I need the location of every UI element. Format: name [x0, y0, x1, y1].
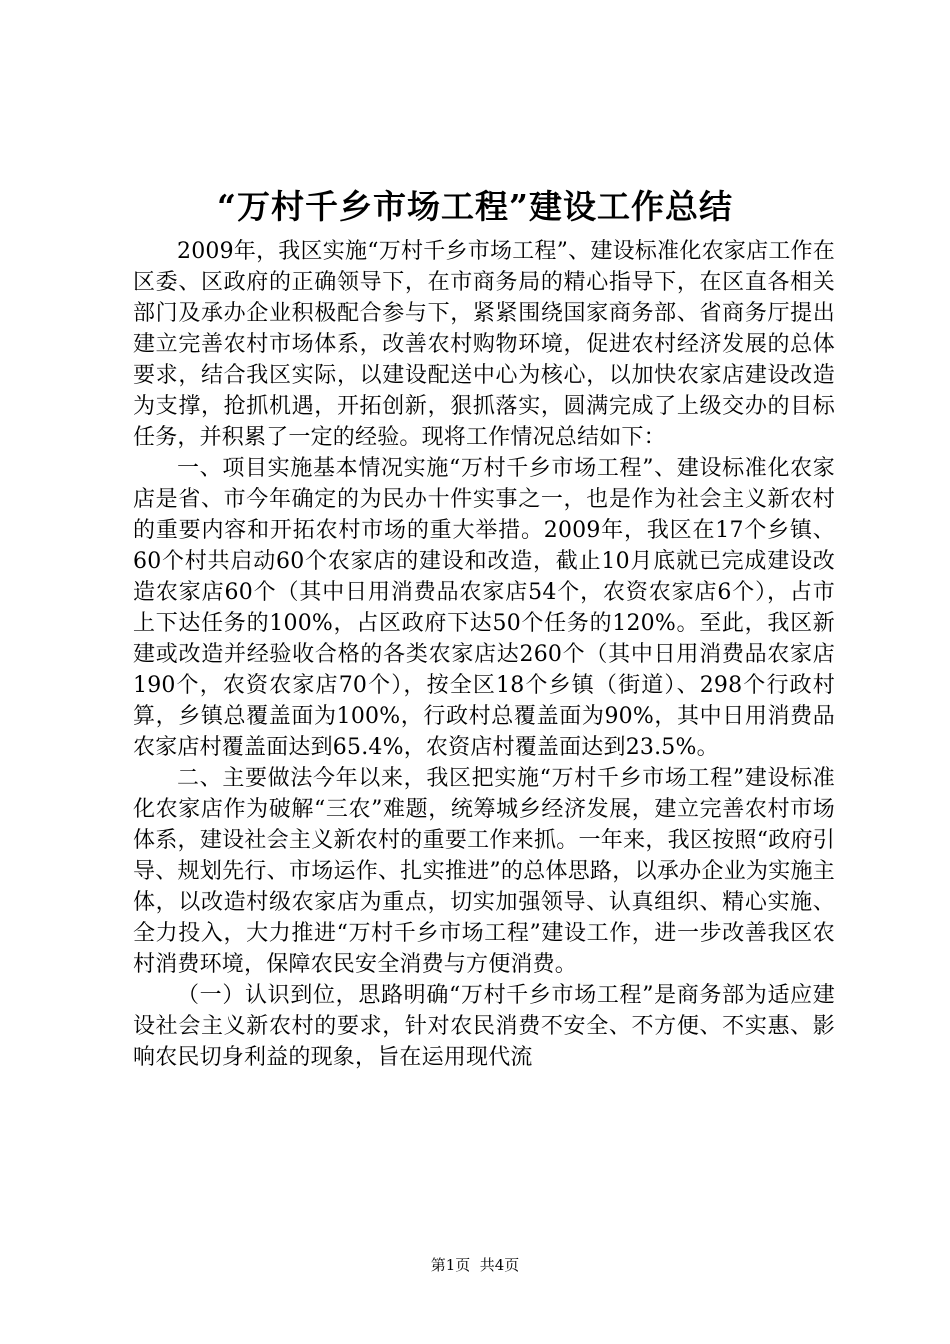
page-footer — [0, 1255, 950, 1275]
page-number: 第1页 共4页 — [430, 1256, 520, 1274]
document-body — [133, 236, 835, 1073]
paragraph-section-2: 二、主要做法今年以来，我区把实施“万村千乡市场工程”建设标准化农家店作为破解“三农”难题，统筹城乡经济发展，建立完善农村市场体系，建设社会主义新农村的重要工作来抓。一年来，我区按照“政府引导、规划先行、市场运作、扎实推进”的总体思路，以承办企业为实施主体，以改造村级农家店为重点，切实加强领导、认真组织、精心实施、全力投入，大力推进“万村千乡市场工程”建设工作，进一步改善我区农村消费环境，保障农民安全消费与方便消费。 — [133, 766, 835, 977]
paragraph-intro: 2009年，我区实施“万村千乡市场工程”、建设标准化农家店工作在区委、区政府的正确领导下，在市商务局的精心指导下，在区直各相关部门及承办企业积极配合参与下，紧紧围绕国家商务部、省商务厅提出建立完善农村市场体系，改善农村购物环境，促进农村经济发展的总体要求，结合我区实际，以建设配送中心为核心，以加快农家店建设改造为支撑，抢抓机遇，开拓创新，狠抓落实，圆满完成了上级交办的目标任务，并积累了一定的经验。现将工作情况总结如下： — [133, 239, 835, 450]
document-title: “万村千乡市场工程”建设工作总结 — [217, 187, 733, 226]
paragraph-subsection-1: （一）认识到位，思路明确“万村千乡市场工程”是商务部为适应建设社会主义新农村的要求，针对农民消费不安全、不方便、不实惠、影响农民切身利益的现象，旨在运用现代流 — [133, 983, 835, 1070]
paragraph-section-1: 一、项目实施基本情况实施“万村千乡市场工程”、建设标准化农家店是省、市今年确定的为民办十件实事之一，也是作为社会主义新农村的重要内容和开拓农村市场的重大举措。2009年，我区在17个乡镇、60个村共启动60个农家店的建设和改造，截止10月底就已完成建设改造农家店60个（其中日用消费品农家店54个，农资农家店6个），占市上下达任务的100%，占区政府下达50个任务的120%。至此，我区新建或改造并经验收合格的各类农家店达260个（其中日用消费品农家店190个，农资农家店70个），按全区18个乡镇（街道）、298个行政村算，乡镇总覆盖面为100%，行政村总覆盖面为90%，其中日用消费品农家店村覆盖面达到65.4%，农资店村覆盖面达到23.5%。 — [133, 456, 835, 760]
